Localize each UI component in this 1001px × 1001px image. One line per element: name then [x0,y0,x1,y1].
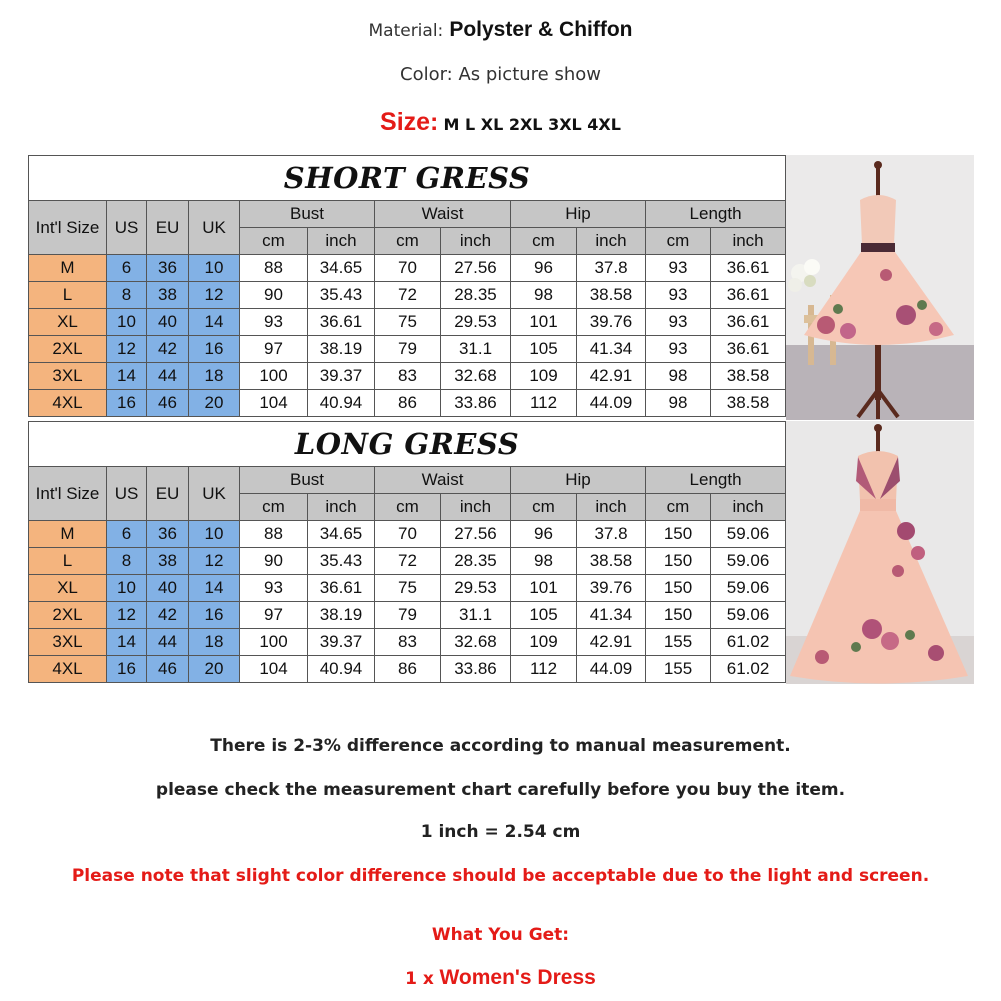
cell-us: 10 [107,309,147,336]
cell-length-inch: 38.58 [711,390,786,417]
cell-length-cm: 150 [646,521,711,548]
cell-length-cm: 98 [646,390,711,417]
cell-intl-size: 2XL [29,336,107,363]
col-waist: Waist [375,467,511,494]
cell-length-inch: 59.06 [711,548,786,575]
cell-waist-inch: 32.68 [441,363,511,390]
cell-bust-inch: 39.37 [308,629,375,656]
long-table-body [29,521,786,683]
cell-waist-cm: 72 [375,548,441,575]
cell-hip-cm: 101 [511,575,577,602]
sub-inch: inch [308,494,375,521]
sub-cm: cm [240,494,308,521]
cell-us: 16 [107,656,147,683]
cell-hip-cm: 96 [511,255,577,282]
cell-intl-size: 4XL [29,390,107,417]
cell-length-inch: 38.58 [711,363,786,390]
cell-length-cm: 93 [646,255,711,282]
cell-hip-cm: 96 [511,521,577,548]
cell-bust-cm: 88 [240,521,308,548]
cell-hip-inch: 44.09 [577,656,646,683]
cell-length-cm: 98 [646,363,711,390]
sub-inch: inch [577,228,646,255]
table-row [29,390,786,417]
cell-length-inch: 36.61 [711,255,786,282]
col-waist: Waist [375,201,511,228]
cell-waist-cm: 86 [375,390,441,417]
short-dress-size-table [28,155,786,417]
table-row [29,336,786,363]
table-row [29,363,786,390]
sub-cm: cm [511,228,577,255]
cell-hip-inch: 38.58 [577,282,646,309]
cell-uk: 16 [189,602,240,629]
cell-waist-cm: 79 [375,602,441,629]
table-row [29,282,786,309]
cell-hip-cm: 112 [511,390,577,417]
cell-hip-cm: 105 [511,602,577,629]
cell-length-cm: 150 [646,602,711,629]
cell-uk: 18 [189,629,240,656]
cell-uk: 18 [189,363,240,390]
cell-length-inch: 61.02 [711,656,786,683]
cell-bust-cm: 93 [240,309,308,336]
cell-bust-cm: 97 [240,336,308,363]
cell-bust-cm: 93 [240,575,308,602]
cell-uk: 16 [189,336,240,363]
cell-intl-size: XL [29,309,107,336]
color-warning-note: Please note that slight color difference should be acceptable due to the light and screen. [71,866,930,886]
cell-hip-cm: 109 [511,629,577,656]
cell-waist-cm: 70 [375,521,441,548]
cell-uk: 20 [189,390,240,417]
cell-us: 14 [107,363,147,390]
package-item-line [0,966,1001,990]
table-row [29,309,786,336]
size-line [0,108,1001,137]
sub-inch: inch [711,228,786,255]
table-title: SHORT GRESS [29,156,786,201]
table-row [29,602,786,629]
cell-waist-inch: 31.1 [441,602,511,629]
cell-uk: 10 [189,521,240,548]
sub-cm: cm [646,228,711,255]
cell-eu: 36 [147,255,189,282]
cell-bust-inch: 40.94 [308,656,375,683]
cell-intl-size: 3XL [29,363,107,390]
cell-hip-inch: 39.76 [577,575,646,602]
cell-waist-inch: 29.53 [441,309,511,336]
conversion-note: 1 inch = 2.54 cm [420,822,581,842]
cell-waist-cm: 86 [375,656,441,683]
col-hip: Hip [511,467,646,494]
cell-us: 8 [107,548,147,575]
cell-length-cm: 93 [646,336,711,363]
cell-bust-cm: 104 [240,656,308,683]
cell-waist-inch: 27.56 [441,521,511,548]
cell-eu: 42 [147,336,189,363]
cell-us: 14 [107,629,147,656]
cell-waist-cm: 83 [375,363,441,390]
cell-waist-inch: 29.53 [441,575,511,602]
cell-bust-inch: 34.65 [308,521,375,548]
table-row [29,521,786,548]
table-row [29,255,786,282]
col-eu: EU [147,201,189,255]
cell-intl-size: L [29,548,107,575]
cell-intl-size: M [29,255,107,282]
cell-uk: 14 [189,575,240,602]
col-length: Length [646,201,786,228]
cell-eu: 42 [147,602,189,629]
sub-cm: cm [646,494,711,521]
cell-bust-inch: 36.61 [308,575,375,602]
cell-waist-inch: 32.68 [441,629,511,656]
cell-us: 16 [107,390,147,417]
sub-inch: inch [711,494,786,521]
sub-inch: inch [441,494,511,521]
cell-bust-cm: 90 [240,282,308,309]
cell-length-inch: 36.61 [711,282,786,309]
material-value: Polyster & Chiffon [449,18,633,41]
cell-hip-inch: 37.8 [577,521,646,548]
cell-bust-inch: 36.61 [308,309,375,336]
cell-length-cm: 93 [646,282,711,309]
cell-length-inch: 59.06 [711,602,786,629]
short-dress-photo [786,155,974,420]
col-length: Length [646,467,786,494]
short-dress-image [786,155,974,420]
cell-bust-inch: 39.37 [308,363,375,390]
cell-bust-inch: 34.65 [308,255,375,282]
cell-length-inch: 59.06 [711,575,786,602]
col-intl-size: Int'l Size [29,467,107,521]
check-note: please check the measurement chart carefully before you buy the item. [155,780,846,800]
cell-bust-inch: 35.43 [308,548,375,575]
long-dress-photo [786,421,974,684]
cell-intl-size: L [29,282,107,309]
cell-eu: 44 [147,363,189,390]
cell-intl-size: 4XL [29,656,107,683]
sub-cm: cm [375,494,441,521]
cell-us: 10 [107,575,147,602]
package-title: What You Get: [431,925,570,945]
cell-eu: 46 [147,656,189,683]
cell-bust-cm: 97 [240,602,308,629]
cell-waist-inch: 31.1 [441,336,511,363]
long-dress-image [786,421,974,684]
cell-uk: 20 [189,656,240,683]
cell-uk: 10 [189,255,240,282]
sub-inch: inch [308,228,375,255]
cell-length-inch: 36.61 [711,309,786,336]
sub-cm: cm [375,228,441,255]
cell-length-inch: 61.02 [711,629,786,656]
cell-length-cm: 93 [646,309,711,336]
cell-hip-inch: 44.09 [577,390,646,417]
cell-eu: 38 [147,548,189,575]
cell-waist-cm: 75 [375,309,441,336]
col-intl-size: Int'l Size [29,201,107,255]
cell-length-cm: 150 [646,548,711,575]
long-dress-size-table [28,421,786,683]
cell-uk: 12 [189,548,240,575]
cell-hip-cm: 98 [511,548,577,575]
cell-length-cm: 155 [646,629,711,656]
cell-hip-cm: 109 [511,363,577,390]
cell-bust-cm: 90 [240,548,308,575]
cell-eu: 44 [147,629,189,656]
cell-hip-inch: 41.34 [577,602,646,629]
cell-waist-cm: 75 [375,575,441,602]
col-us: US [107,467,147,521]
cell-uk: 12 [189,282,240,309]
cell-eu: 40 [147,309,189,336]
cell-waist-cm: 83 [375,629,441,656]
package-quantity: 1 x [405,969,434,989]
cell-hip-cm: 101 [511,309,577,336]
col-uk: UK [189,201,240,255]
cell-bust-inch: 40.94 [308,390,375,417]
cell-bust-inch: 38.19 [308,336,375,363]
cell-eu: 46 [147,390,189,417]
cell-hip-inch: 42.91 [577,629,646,656]
cell-hip-inch: 42.91 [577,363,646,390]
cell-length-inch: 36.61 [711,336,786,363]
color-line: Color: As picture show [400,64,601,85]
cell-intl-size: XL [29,575,107,602]
cell-bust-inch: 38.19 [308,602,375,629]
cell-us: 6 [107,521,147,548]
cell-us: 12 [107,336,147,363]
sub-inch: inch [441,228,511,255]
short-table-body [29,255,786,417]
cell-eu: 40 [147,575,189,602]
material-label: Material: [368,21,444,41]
table-row [29,656,786,683]
cell-bust-cm: 104 [240,390,308,417]
table-row [29,629,786,656]
cell-hip-inch: 37.8 [577,255,646,282]
cell-eu: 36 [147,521,189,548]
table-row [29,575,786,602]
size-values: M L XL 2XL 3XL 4XL [443,115,621,134]
col-eu: EU [147,467,189,521]
cell-hip-cm: 98 [511,282,577,309]
cell-waist-inch: 33.86 [441,390,511,417]
col-bust: Bust [240,201,375,228]
cell-hip-cm: 105 [511,336,577,363]
col-hip: Hip [511,201,646,228]
cell-hip-inch: 39.76 [577,309,646,336]
sub-cm: cm [511,494,577,521]
size-label: Size: [380,108,439,136]
package-item-name: Women's Dress [439,966,596,989]
sub-inch: inch [577,494,646,521]
cell-waist-inch: 33.86 [441,656,511,683]
cell-bust-inch: 35.43 [308,282,375,309]
material-line [0,18,1001,42]
cell-hip-inch: 41.34 [577,336,646,363]
cell-bust-cm: 88 [240,255,308,282]
table-title: LONG GRESS [29,422,786,467]
cell-intl-size: 2XL [29,602,107,629]
cell-us: 6 [107,255,147,282]
cell-waist-cm: 79 [375,336,441,363]
cell-waist-cm: 72 [375,282,441,309]
cell-bust-cm: 100 [240,629,308,656]
cell-waist-cm: 70 [375,255,441,282]
cell-us: 8 [107,282,147,309]
cell-waist-inch: 28.35 [441,548,511,575]
cell-bust-cm: 100 [240,363,308,390]
cell-eu: 38 [147,282,189,309]
cell-length-cm: 150 [646,575,711,602]
col-uk: UK [189,467,240,521]
cell-length-cm: 155 [646,656,711,683]
sub-cm: cm [240,228,308,255]
cell-intl-size: M [29,521,107,548]
cell-length-inch: 59.06 [711,521,786,548]
col-us: US [107,201,147,255]
cell-uk: 14 [189,309,240,336]
table-row [29,548,786,575]
cell-waist-inch: 28.35 [441,282,511,309]
cell-hip-cm: 112 [511,656,577,683]
col-bust: Bust [240,467,375,494]
difference-note: There is 2-3% difference according to manual measurement. [210,736,791,756]
cell-intl-size: 3XL [29,629,107,656]
cell-hip-inch: 38.58 [577,548,646,575]
cell-us: 12 [107,602,147,629]
cell-waist-inch: 27.56 [441,255,511,282]
